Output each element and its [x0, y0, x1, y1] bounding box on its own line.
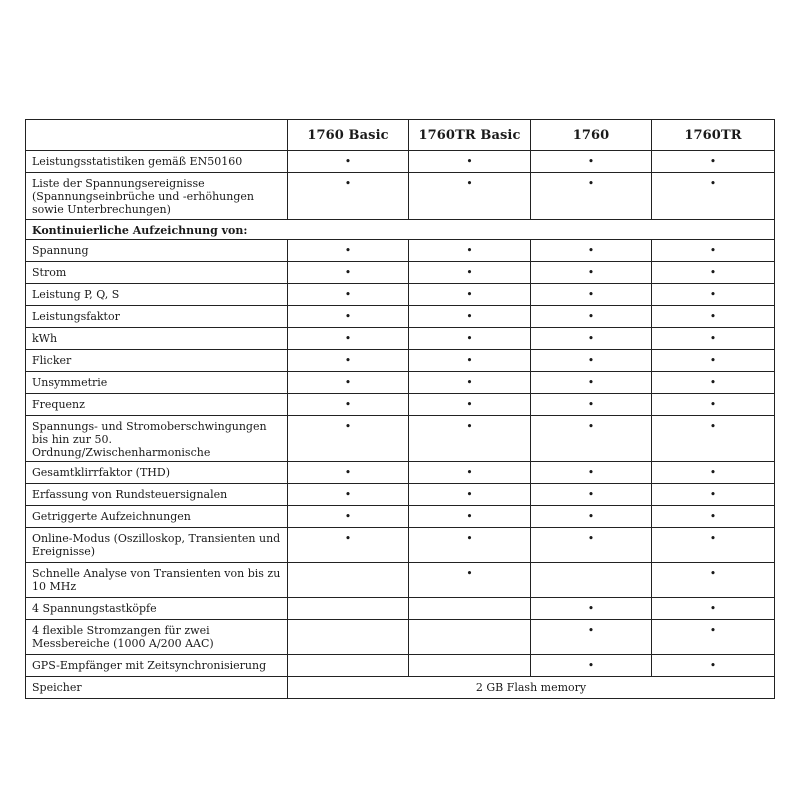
empty-cell — [288, 655, 409, 677]
table-row — [26, 506, 775, 528]
feature-label: Getriggerte Aufzeichnungen — [26, 506, 288, 528]
availability-dot: • — [409, 306, 531, 328]
feature-label: Spannungs- und Stromoberschwingungen bis hin zur 50. Ordnung/Zwischenharmonische — [26, 416, 288, 462]
empty-cell — [409, 598, 531, 620]
availability-dot: • — [531, 350, 652, 372]
availability-dot: • — [652, 620, 775, 655]
availability-dot: • — [409, 173, 531, 220]
table-row — [26, 328, 775, 350]
availability-dot: • — [288, 328, 409, 350]
availability-dot: • — [652, 484, 775, 506]
availability-dot: • — [288, 306, 409, 328]
header-feature-cell — [26, 120, 288, 151]
table-row — [26, 151, 775, 173]
feature-label: Schnelle Analyse von Transienten von bis zu 10 MHz — [26, 563, 288, 598]
availability-dot: • — [652, 350, 775, 372]
availability-dot: • — [288, 484, 409, 506]
feature-label: Leistungsstatistiken gemäß EN50160 — [26, 151, 288, 173]
feature-label: Leistung P, Q, S — [26, 284, 288, 306]
feature-label: Gesamtklirrfaktor (THD) — [26, 462, 288, 484]
availability-dot: • — [531, 262, 652, 284]
table-row — [26, 655, 775, 677]
table-row — [26, 284, 775, 306]
availability-dot: • — [409, 416, 531, 462]
feature-label: 4 flexible Stromzangen für zwei Messbereiche (1000 A/200 AAC) — [26, 620, 288, 655]
header-row — [26, 120, 775, 151]
availability-dot: • — [531, 506, 652, 528]
availability-dot: • — [531, 151, 652, 173]
table-row — [26, 416, 775, 462]
availability-dot: • — [531, 416, 652, 462]
header-model-1760: 1760 — [531, 120, 652, 151]
empty-cell — [288, 563, 409, 598]
availability-dot: • — [409, 506, 531, 528]
availability-dot: • — [652, 416, 775, 462]
availability-dot: • — [409, 262, 531, 284]
feature-label: Unsymmetrie — [26, 372, 288, 394]
availability-dot: • — [652, 563, 775, 598]
availability-dot: • — [531, 284, 652, 306]
empty-cell — [531, 563, 652, 598]
availability-dot: • — [288, 394, 409, 416]
feature-label: Erfassung von Rundsteuersignalen — [26, 484, 288, 506]
availability-dot: • — [531, 655, 652, 677]
availability-dot: • — [531, 173, 652, 220]
header-model-1760tr-basic: 1760TR Basic — [409, 120, 531, 151]
table-row — [26, 240, 775, 262]
table-row — [26, 598, 775, 620]
availability-dot: • — [409, 284, 531, 306]
availability-dot: • — [409, 151, 531, 173]
table-row — [26, 528, 775, 563]
availability-dot: • — [531, 306, 652, 328]
availability-dot: • — [531, 620, 652, 655]
availability-dot: • — [652, 284, 775, 306]
availability-dot: • — [652, 328, 775, 350]
availability-dot: • — [531, 528, 652, 563]
feature-label: Leistungsfaktor — [26, 306, 288, 328]
table-row — [26, 306, 775, 328]
availability-dot: • — [652, 173, 775, 220]
availability-dot: • — [531, 484, 652, 506]
availability-dot: • — [652, 262, 775, 284]
availability-dot: • — [531, 598, 652, 620]
availability-dot: • — [652, 372, 775, 394]
availability-dot: • — [288, 462, 409, 484]
feature-label: Speicher — [26, 677, 288, 699]
table-row — [26, 394, 775, 416]
availability-dot: • — [409, 372, 531, 394]
availability-dot: • — [652, 528, 775, 563]
availability-dot: • — [409, 563, 531, 598]
availability-dot: • — [288, 151, 409, 173]
table-row — [26, 262, 775, 284]
header-model-1760-basic: 1760 Basic — [288, 120, 409, 151]
availability-dot: • — [652, 240, 775, 262]
availability-dot: • — [652, 394, 775, 416]
availability-dot: • — [652, 598, 775, 620]
availability-dot: • — [652, 655, 775, 677]
feature-label: Online-Modus (Oszilloskop, Transienten und Ereignisse) — [26, 528, 288, 563]
availability-dot: • — [288, 284, 409, 306]
availability-dot: • — [409, 528, 531, 563]
availability-dot: • — [531, 394, 652, 416]
table-row — [26, 484, 775, 506]
table-row — [26, 677, 775, 699]
empty-cell — [409, 620, 531, 655]
table-row — [26, 372, 775, 394]
availability-dot: • — [409, 328, 531, 350]
availability-dot: • — [288, 350, 409, 372]
feature-label: kWh — [26, 328, 288, 350]
availability-dot: • — [409, 462, 531, 484]
spanned-value: 2 GB Flash memory — [288, 677, 775, 699]
table-row — [26, 462, 775, 484]
availability-dot: • — [531, 240, 652, 262]
empty-cell — [288, 620, 409, 655]
section-heading: Kontinuierliche Aufzeichnung von: — [26, 220, 775, 240]
feature-label: Frequenz — [26, 394, 288, 416]
availability-dot: • — [288, 372, 409, 394]
availability-dot: • — [288, 506, 409, 528]
availability-dot: • — [531, 328, 652, 350]
header-model-1760tr: 1760TR — [652, 120, 775, 151]
section-row — [26, 220, 775, 240]
empty-cell — [288, 598, 409, 620]
feature-label: Liste der Spannungsereignisse (Spannungseinbrüche und -erhöhungen sowie Unterbrechungen) — [26, 173, 288, 220]
availability-dot: • — [288, 173, 409, 220]
availability-dot: • — [652, 462, 775, 484]
availability-dot: • — [652, 306, 775, 328]
table-row — [26, 620, 775, 655]
feature-label: Spannung — [26, 240, 288, 262]
table-row — [26, 563, 775, 598]
availability-dot: • — [531, 462, 652, 484]
feature-label: Strom — [26, 262, 288, 284]
availability-dot: • — [409, 350, 531, 372]
availability-dot: • — [409, 394, 531, 416]
feature-comparison-table — [25, 119, 775, 699]
availability-dot: • — [652, 151, 775, 173]
availability-dot: • — [288, 528, 409, 563]
availability-dot: • — [409, 484, 531, 506]
availability-dot: • — [409, 240, 531, 262]
feature-label: GPS-Empfänger mit Zeitsynchronisierung — [26, 655, 288, 677]
availability-dot: • — [288, 262, 409, 284]
feature-label: 4 Spannungstastköpfe — [26, 598, 288, 620]
availability-dot: • — [531, 372, 652, 394]
availability-dot: • — [652, 506, 775, 528]
table-body — [26, 151, 775, 699]
feature-label: Flicker — [26, 350, 288, 372]
table-row — [26, 350, 775, 372]
table-row — [26, 173, 775, 220]
empty-cell — [409, 655, 531, 677]
availability-dot: • — [288, 240, 409, 262]
availability-dot: • — [288, 416, 409, 462]
